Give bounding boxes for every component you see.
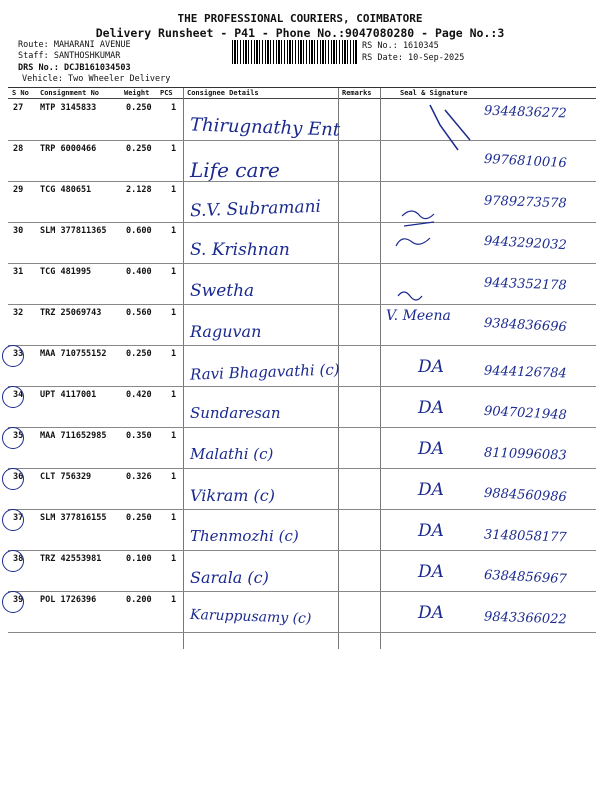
consignment-cell: MTP 3145833 bbox=[40, 103, 97, 113]
consignment-cell: CLT 756329 bbox=[40, 472, 92, 482]
runsheet-title: Delivery Runsheet - P41 - Phone No.:9047080280 - Page No.:3 bbox=[95, 26, 505, 40]
phone-number-handwritten: 3148058177 bbox=[483, 527, 567, 546]
delivery-signature: DA bbox=[418, 480, 444, 500]
weight-cell: 0.100 bbox=[126, 554, 152, 564]
signature-scribble bbox=[396, 238, 430, 246]
consignee-handwritten-name: Raguvan bbox=[190, 322, 262, 341]
sno-cell: 32 bbox=[13, 308, 24, 318]
weight-cell: 0.250 bbox=[126, 144, 152, 154]
col-remarks: Remarks bbox=[342, 89, 372, 97]
pcs-cell: 1 bbox=[171, 349, 177, 359]
pcs-cell: 1 bbox=[171, 595, 177, 605]
col-sno: S No bbox=[12, 89, 29, 97]
phone-number-handwritten: 9884560986 bbox=[483, 485, 568, 506]
consignment-cell: TCG 480651 bbox=[40, 185, 92, 195]
weight-cell: 0.250 bbox=[126, 103, 152, 113]
col-weight: Weight bbox=[124, 89, 150, 97]
weight-cell: 0.200 bbox=[126, 595, 152, 605]
consignment-cell: UPT 4117001 bbox=[40, 390, 97, 400]
sno-cell: 38 bbox=[13, 554, 24, 564]
weight-cell: 0.250 bbox=[126, 513, 152, 523]
phone-number-handwritten: 6384856967 bbox=[483, 567, 568, 588]
sno-cell: 33 bbox=[13, 349, 24, 359]
consignee-handwritten-name: Thirugnathy Ent bbox=[189, 114, 341, 141]
phone-number-handwritten: 9443292032 bbox=[483, 233, 568, 254]
sno-cell: 36 bbox=[13, 472, 24, 482]
sno-cell: 27 bbox=[13, 103, 24, 113]
col-pcs: PCS bbox=[160, 89, 173, 97]
phone-number-handwritten: 9843366022 bbox=[483, 609, 567, 628]
weight-cell: 0.400 bbox=[126, 267, 152, 277]
delivery-signature: DA bbox=[418, 398, 444, 418]
rs-date: RS Date: 10-Sep-2025 bbox=[362, 53, 465, 63]
col-seal: Seal & Signature bbox=[400, 89, 468, 97]
phone-number-handwritten: 9976810016 bbox=[483, 151, 568, 172]
consignment-cell: MAA 710755152 bbox=[40, 349, 107, 359]
consignment-cell: TRP 6000466 bbox=[40, 144, 97, 154]
sno-cell: 28 bbox=[13, 144, 24, 154]
consignee-handwritten-name: Ravi Bhagavathi (c) bbox=[189, 360, 340, 384]
weight-cell: 0.326 bbox=[126, 472, 152, 482]
pcs-cell: 1 bbox=[171, 308, 177, 318]
weight-cell: 0.560 bbox=[126, 308, 152, 318]
consignee-handwritten-name: Sundaresan bbox=[190, 404, 281, 422]
consignee-handwritten-name: S.V. Subramani bbox=[189, 196, 322, 222]
weight-cell: 2.128 bbox=[126, 185, 152, 195]
signature-scribble bbox=[430, 105, 470, 150]
consignee-handwritten-name: Swetha bbox=[190, 281, 255, 301]
company-title: THE PROFESSIONAL COURIERS, COIMBATORE bbox=[177, 12, 423, 25]
phone-number-handwritten: 9443352178 bbox=[483, 275, 567, 294]
weight-cell: 0.250 bbox=[126, 349, 152, 359]
consignment-cell: POL 1726396 bbox=[40, 595, 97, 605]
consignment-cell: TRZ 42553981 bbox=[40, 554, 102, 564]
drs-number: DRS No.: DCJB161034503 bbox=[18, 63, 131, 73]
delivery-signature: DA bbox=[418, 562, 444, 582]
pcs-cell: 1 bbox=[171, 472, 177, 482]
consignment-cell: SLM 377811365 bbox=[40, 226, 107, 236]
consignment-cell: TCG 481995 bbox=[40, 267, 92, 277]
pcs-cell: 1 bbox=[171, 554, 177, 564]
delivery-signature: DA bbox=[418, 439, 444, 459]
consignee-handwritten-name: Vikram (c) bbox=[190, 486, 275, 505]
phone-number-handwritten: 9789273578 bbox=[483, 193, 567, 212]
route-label: Route: MAHARANI AVENUE bbox=[18, 40, 131, 50]
staff-label: Staff: SANTHOSHKUMAR bbox=[18, 51, 121, 61]
weight-cell: 0.420 bbox=[126, 390, 152, 400]
sno-cell: 30 bbox=[13, 226, 24, 236]
phone-number-handwritten: 9047021948 bbox=[483, 403, 568, 424]
rs-number: RS No.: 1610345 bbox=[362, 41, 439, 51]
pcs-cell: 1 bbox=[171, 226, 177, 236]
delivery-signature: DA bbox=[418, 357, 444, 377]
consignment-cell: SLM 377816155 bbox=[40, 513, 107, 523]
pcs-cell: 1 bbox=[171, 185, 177, 195]
pcs-cell: 1 bbox=[171, 267, 177, 277]
phone-number-handwritten: 9344836272 bbox=[483, 103, 567, 122]
sno-cell: 31 bbox=[13, 267, 24, 277]
phone-number-handwritten: 8110996083 bbox=[483, 445, 567, 464]
consignee-handwritten-name: Life care bbox=[190, 158, 280, 182]
weight-cell: 0.600 bbox=[126, 226, 152, 236]
consignee-handwritten-name: Karuppusamy (c) bbox=[189, 606, 312, 628]
phone-number-handwritten: 9384836696 bbox=[483, 315, 568, 336]
consignment-cell: TRZ 25069743 bbox=[40, 308, 102, 318]
consignee-handwritten-name: Sarala (c) bbox=[190, 568, 269, 587]
sno-cell: 39 bbox=[13, 595, 24, 605]
weight-cell: 0.350 bbox=[126, 431, 152, 441]
sno-cell: 37 bbox=[13, 513, 24, 523]
phone-number-handwritten: 9444126784 bbox=[483, 363, 567, 382]
pcs-cell: 1 bbox=[171, 431, 177, 441]
signature-scribble bbox=[402, 211, 434, 226]
delivery-signature: DA bbox=[418, 603, 444, 623]
vehicle-label: Vehicle: Two Wheeler Delivery bbox=[22, 74, 171, 84]
pcs-cell: 1 bbox=[171, 144, 177, 154]
col-consignment: Consignment No bbox=[40, 89, 100, 97]
consignment-cell: MAA 711652985 bbox=[40, 431, 107, 441]
consignee-handwritten-name: Thenmozhi (c) bbox=[190, 527, 299, 545]
consignee-handwritten-name: Malathi (c) bbox=[190, 445, 274, 463]
sno-cell: 35 bbox=[13, 431, 24, 441]
signature-scribble bbox=[398, 292, 422, 300]
consignee-handwritten-name: S. Krishnan bbox=[190, 240, 290, 260]
delivery-signature: DA bbox=[418, 521, 444, 541]
pcs-cell: 1 bbox=[171, 103, 177, 113]
sno-cell: 34 bbox=[13, 390, 24, 400]
pcs-cell: 1 bbox=[171, 513, 177, 523]
delivery-signature: V. Meena bbox=[386, 308, 451, 324]
col-consignee: Consignee Details bbox=[187, 89, 259, 97]
sno-cell: 29 bbox=[13, 185, 24, 195]
pcs-cell: 1 bbox=[171, 390, 177, 400]
